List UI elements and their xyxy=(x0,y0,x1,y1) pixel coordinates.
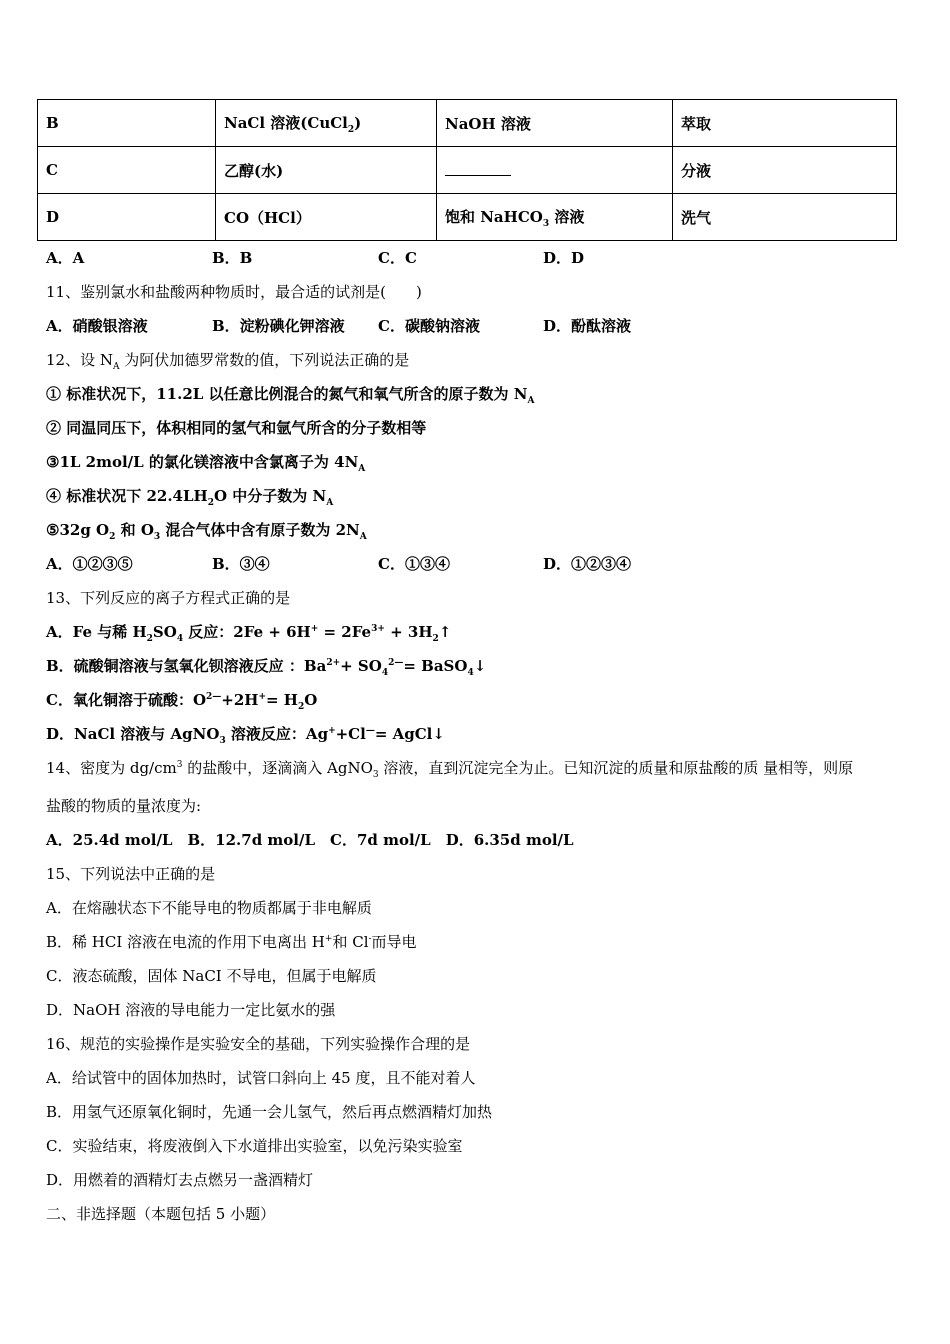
table-cell: 饱和 NaHCO$_3$ 溶液 xyxy=(437,194,673,241)
q14-stem-line1: 14、密度为 $dg/cm^3$ 的盐酸中，逐滴滴入 AgNO$_3$ 溶液，直到沉淀完全为止。已知沉淀的质量和原盐酸的质 量相等，则原 xyxy=(46,759,854,780)
table-cell: CO（HCl） xyxy=(216,194,437,241)
q14-stem-line2: 盐酸的物质的量浓度为: xyxy=(46,797,202,815)
q14-options[interactable]: A．25.4d mol/L B．12.7d mol/L C．7d mol/L D．6.35d mol/L xyxy=(46,831,574,849)
q12-stem: 12、设 $N_A$ 为阿伏加德罗常数的值，下列说法正确的是 xyxy=(46,351,410,372)
q16-stem: 16、规范的实验操作是实验安全的基础，下列实验操作合理的是 xyxy=(46,1035,471,1053)
q13-option-c[interactable]: C．氧化铜溶于硫酸：$O^{2—}+2H^+= H_2O$ xyxy=(46,691,318,712)
q15-option-b[interactable]: B．稀 HCI 溶液在电流的作用下电离出 H+和 Cl-而导电 xyxy=(46,933,417,951)
q15-option-c[interactable]: C．液态硫酸，固体 NaCI 不导电，但属于电解质 xyxy=(46,967,377,985)
reagent-table xyxy=(37,99,897,241)
q16-option-d[interactable]: D．用燃着的酒精灯去点燃另一盏酒精灯 xyxy=(46,1171,314,1189)
table-cell: NaCl 溶液(CuCl$_2$) xyxy=(216,100,437,147)
table-cell: B xyxy=(38,100,216,147)
q11-option-c[interactable]: C．碳酸钠溶液 xyxy=(378,317,480,335)
table-cell: 分液 xyxy=(673,147,897,194)
q11-stem: 11、鉴别氯水和盐酸两种物质时，最合适的试剂是( ) xyxy=(46,283,422,301)
q16-option-b[interactable]: B．用氢气还原氧化铜时，先通一会儿氢气，然后再点燃酒精灯加热 xyxy=(46,1103,493,1121)
table-cell: C xyxy=(38,147,216,194)
q13-stem: 13、下列反应的离子方程式正确的是 xyxy=(46,589,291,607)
q15-option-a[interactable]: A．在熔融状态下不能导电的物质都属于非电解质 xyxy=(46,899,372,917)
q12-option-a[interactable]: A．①②③⑤ xyxy=(46,555,133,573)
table-row xyxy=(38,147,897,194)
table-cell: 洗气 xyxy=(673,194,897,241)
q10-option-a[interactable]: A．A xyxy=(46,249,85,267)
q15-stem: 15、下列说法中正确的是 xyxy=(46,865,216,883)
q13-option-a[interactable]: A．Fe 与稀 $H_2SO_4$ 反应：$2Fe + 6H^+ = 2Fe^{3+}$ + $3H_2↑$ xyxy=(46,623,452,644)
q11-option-d[interactable]: D．酚酞溶液 xyxy=(543,317,632,335)
table-row xyxy=(38,100,897,147)
q16-option-a[interactable]: A．给试管中的固体加热时，试管口斜向上 45 度，且不能对着人 xyxy=(46,1069,476,1087)
q13-option-b[interactable]: B．硫酸铜溶液与氢氧化钡溶液反应 ：$Ba^{2+}+ SO_4^{2—}=$ BaSO$_4$↓ xyxy=(46,657,487,678)
q12-option-c[interactable]: C．①③④ xyxy=(378,555,450,573)
table-cell: D xyxy=(38,194,216,241)
q12-item-1: ① 标准状况下，11.2L 以任意比例混合的氮气和氧气所含的原子数为 $N_A$ xyxy=(46,385,535,406)
q10-option-c[interactable]: C．C xyxy=(378,249,417,267)
q16-option-c[interactable]: C．实验结束，将废液倒入下水道排出实验室，以免污染实验室 xyxy=(46,1137,463,1155)
q10-option-d[interactable]: D．D xyxy=(543,249,585,267)
table-cell: 乙醇(水) xyxy=(216,147,437,194)
q13-option-d[interactable]: D．NaCl 溶液与 AgNO$_3$ 溶液反应：Ag++Cl—= AgCl↓ xyxy=(46,725,445,746)
table-cell xyxy=(437,147,673,194)
table-cell: NaOH 溶液 xyxy=(437,100,673,147)
q12-item-4: ④ 标准状况下 $22.4LH_2O$ 中分子数为 $N_A$ xyxy=(46,487,334,508)
q12-option-b[interactable]: B．③④ xyxy=(212,555,270,573)
q12-option-d[interactable]: D．①②③④ xyxy=(543,555,632,573)
q12-item-2: ② 同温同压下，体积相同的氢气和氩气所含的分子数相等 xyxy=(46,419,427,437)
q12-item-5: ⑤32g $O_2$ 和 $O_3$ 混合气体中含有原子数为 $2N_A$ xyxy=(46,521,367,542)
q11-option-a[interactable]: A．硝酸银溶液 xyxy=(46,317,148,335)
q11-option-b[interactable]: B．淀粉碘化钾溶液 xyxy=(212,317,345,335)
q12-item-3: ③1L 2mol/L 的氯化镁溶液中含氯离子为 $4N_A$ xyxy=(46,453,366,474)
table-cell: 萃取 xyxy=(673,100,897,147)
section-2-heading: 二、非选择题（本题包括 5 小题） xyxy=(46,1205,276,1223)
table-row xyxy=(38,194,897,241)
q10-option-b[interactable]: B．B xyxy=(212,249,253,267)
q15-option-d[interactable]: D．NaOH 溶液的导电能力一定比氨水的强 xyxy=(46,1001,336,1019)
